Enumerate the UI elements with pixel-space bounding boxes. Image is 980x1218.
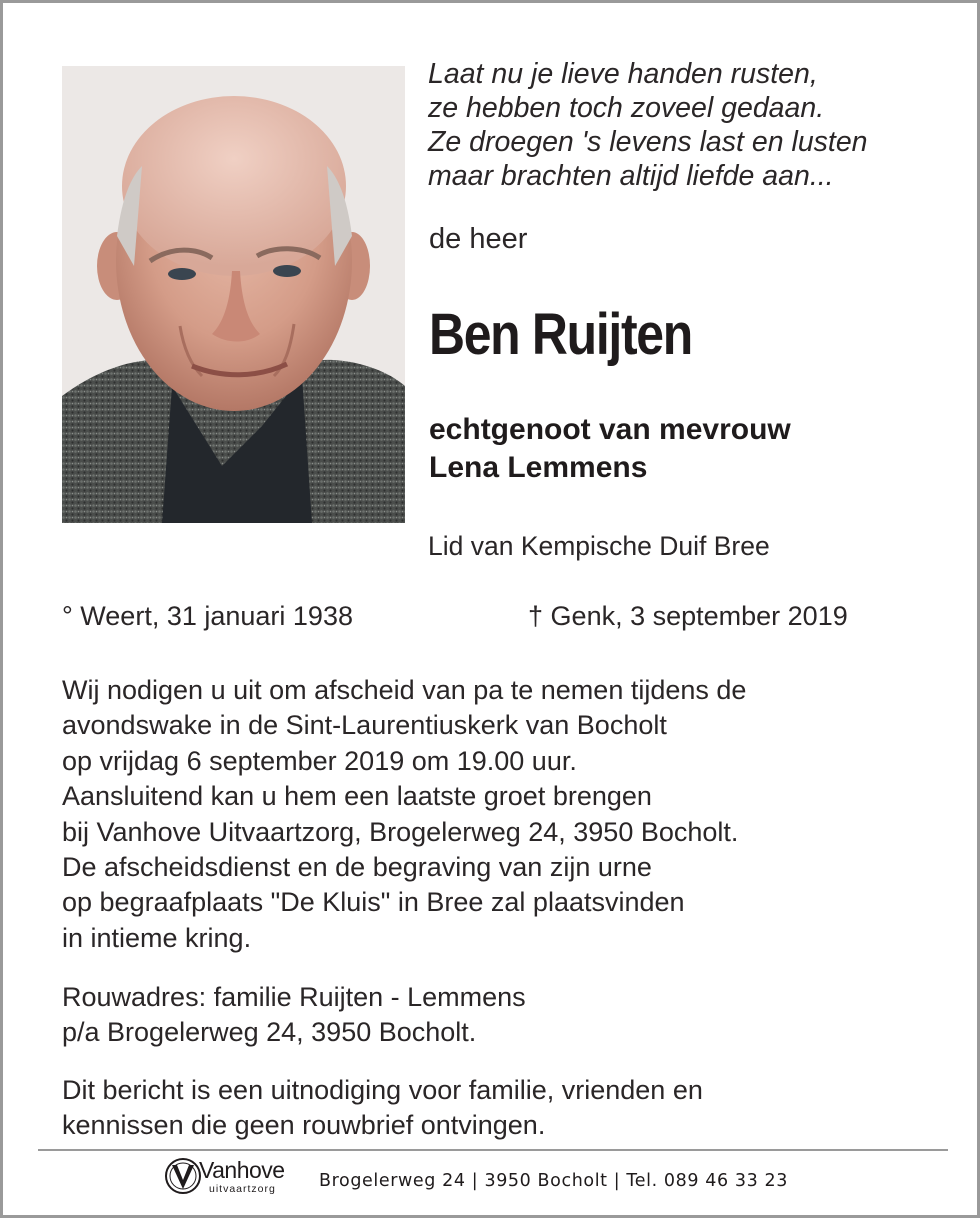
poem-line: ze hebben toch zoveel gedaan.	[428, 92, 825, 124]
invitation-line: bij Vanhove Uitvaartzorg, Brogelerweg 24, 3950 Bocholt.	[62, 816, 739, 847]
membership: Lid van Kempische Duif Bree	[428, 531, 770, 561]
vanhove-v-emblem-icon	[163, 1156, 203, 1196]
cross-icon: †	[528, 601, 544, 631]
spouse-info	[429, 411, 791, 487]
footer-contact: Brogelerweg 24 | 3950 Bocholt | Tel. 089 46 33 23	[319, 1171, 789, 1191]
invitation-line: Wij nodigen u uit om afscheid van pa te nemen tijdens de	[62, 675, 747, 705]
footer-divider	[38, 1149, 948, 1151]
mourning-address	[62, 980, 526, 1050]
address-line: Rouwadres: familie Ruijten - Lemmens	[62, 982, 526, 1012]
deceased-name: Ben Ruijten	[429, 302, 692, 367]
birth-info: ° Weert, 31 januari 1938	[62, 601, 353, 631]
logo-name: Vanhove	[199, 1157, 285, 1183]
notice-text	[62, 1073, 703, 1143]
notice-line: kennissen die geen rouwbrief ontvingen.	[62, 1110, 546, 1140]
invitation-line: in intieme kring.	[62, 922, 252, 953]
invitation-line: op vrijdag 6 september 2019 om 19.00 uur.	[62, 745, 577, 776]
spouse-relation: echtgenoot van mevrouw	[429, 413, 791, 446]
portrait-photo	[62, 66, 405, 523]
poem-verse	[428, 57, 868, 193]
poem-line: maar brachten altijd liefde aan...	[428, 160, 834, 192]
portrait-image	[62, 66, 405, 523]
invitation-line: Aansluitend kan u hem een laatste groet brengen	[62, 781, 652, 812]
invitation-line: op begraafplaats "De Kluis" in Bree zal plaatsvinden	[62, 887, 685, 918]
spouse-name: Lena Lemmens	[429, 451, 648, 484]
death-text: Genk, 3 september 2019	[550, 601, 848, 631]
invitation-line: De afscheidsdienst en de begraving van zijn urne	[62, 852, 652, 883]
vanhove-logo	[163, 1156, 313, 1200]
logo-subtitle: uitvaartzorg	[209, 1183, 276, 1195]
poem-line: Ze droegen 's levens last en lusten	[428, 126, 868, 158]
notice-line: Dit bericht is een uitnodiging voor familie, vrienden en	[62, 1075, 703, 1105]
poem-line: Laat nu je lieve handen rusten,	[428, 58, 818, 90]
salutation: de heer	[429, 223, 528, 255]
invitation-text	[62, 673, 746, 956]
death-info	[528, 601, 848, 632]
invitation-line: avondswake in de Sint-Laurentiuskerk van Bocholt	[62, 710, 667, 741]
address-line: p/a Brogelerweg 24, 3950 Bocholt.	[62, 1017, 477, 1047]
